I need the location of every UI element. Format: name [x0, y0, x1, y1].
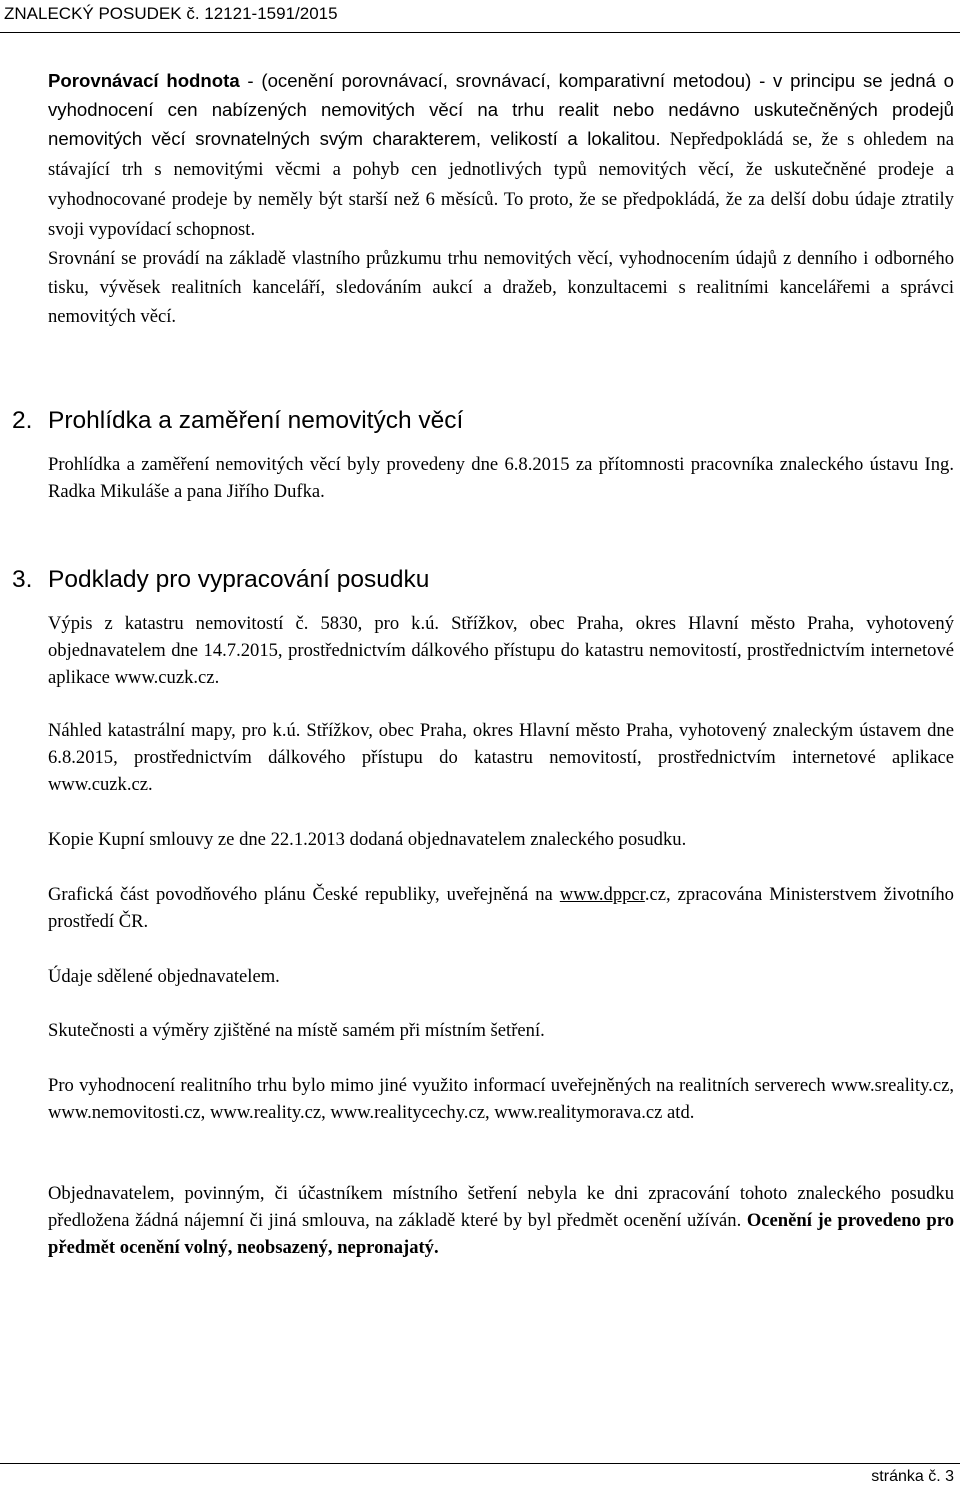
section-2-heading — [12, 406, 463, 436]
intro-p2: Srovnání se provádí na základě vlastního průzkumu trhu nemovitých věcí, vyhodnocením údajů z denního i odborného tisku, vývěsek realitních kanceláří, sledováním aukcí a dražeb, konzultacemi s realitními kancelářemi a správci nemovitých věcí. — [48, 248, 954, 327]
section-3-number: 3. — [12, 566, 33, 593]
source-item-5: Údaje sdělené objednavatelem. — [48, 966, 280, 987]
intro-definition-text: - (ocenění porovnávací, srovnávací, komparativní metodou) - v principu se jedná o vyhodnocení cen nabízených nemovitých věcí na trhu realit nebo nedávno uskutečněných prodejů nemovitých věcí srovnatelných svým charakterem, velikostí a lokalitou. — [48, 70, 954, 149]
page-number: stránka č. 3 — [871, 1468, 954, 1485]
source-item-4 — [48, 881, 954, 935]
section-3-heading — [12, 565, 429, 595]
section-3-title: Podklady pro vypracování posudku — [48, 566, 430, 593]
source-item-8-bold: Ocenění je provedeno pro předmět ocenění volný, neobsazený, nepronajatý. — [48, 1210, 954, 1258]
source-item-8-text: Objednavatelem, povinným, či účastníkem místního šetření nebyla ke dni zpracování tohoto znaleckého posudku předložena žádná nájemní či jiná smlouva, na základě které by byl předmět ocenění užíván. — [48, 1183, 954, 1231]
section-2-title: Prohlídka a zaměření nemovitých věcí — [48, 407, 464, 434]
source-item-6: Skutečnosti a výměry zjištěné na místě samém při místním šetření. — [48, 1020, 545, 1041]
source-item-1: Výpis z katastru nemovitostí č. 5830, pro k.ú. Střížkov, obec Praha, okres Hlavní město Praha, vyhotovený objednavatelem dne 14.7.2015, prostřednictvím dálkového přístupu do katastru nemovitostí, prostřednictvím internetové aplikace www.cuzk.cz. — [48, 613, 954, 688]
source-item-4-rest: .cz, zpracována Ministerstvem životního prostředí ČR. — [48, 884, 954, 932]
source-item-3: Kopie Kupní smlouvy ze dne 22.1.2013 dodaná objednavatelem znaleckého posudku. — [48, 829, 687, 850]
header-rule — [0, 32, 960, 33]
section-2-text: Prohlídka a zaměření nemovitých věcí byly provedeny dne 6.8.2015 za přítomnosti pracovníka znaleckého ústavu Ing. Radka Mikuláše a pana Jiřího Dufka. — [48, 454, 954, 502]
page-header — [0, 0, 960, 36]
source-item-2: Náhled katastrální mapy, pro k.ú. Střížkov, obec Praha, okres Hlavní město Praha, vyhotovený znaleckým ústavem dne 6.8.2015, prostřednictvím dálkového přístupu do katastru nemovitostí, prostřednictvím internetové aplikace www.cuzk.cz. — [48, 720, 954, 795]
page-footer — [0, 1457, 960, 1487]
section-2-number: 2. — [12, 407, 33, 434]
source-item-4-text: Grafická část povodňového plánu České republiky, uveřejněná na — [48, 884, 560, 905]
dppcr-link[interactable]: www.dppcr — [559, 884, 645, 905]
intro-term: Porovnávací hodnota — [48, 70, 240, 91]
source-item-8 — [48, 1180, 954, 1261]
intro-definition — [48, 66, 954, 244]
source-item-7: Pro vyhodnocení realitního trhu bylo mimo jiné využito informací uveřejněných na realitních serverech www.sreality.cz, www.nemovitosti.cz, www.reality.cz, www.realitycechy.cz, www.realitymorava.cz atd. — [48, 1075, 954, 1123]
document-title: ZNALECKÝ POSUDEK č. 12121-1591/2015 — [4, 4, 338, 23]
intro-p1a: Nepředpokládá se, že s ohledem na stávající trh s nemovitými věcmi a pohyb cen jednotlivých typů nemovitých věcí, že uskutečněné prodeje a vyhodnocované prodeje by neměly být starší než 6 měsíců. — [48, 129, 954, 210]
intro-p1b: To proto, že se předpokládá, že za delší dobu údaje ztratily svoji vypovídací schopnost. — [48, 189, 954, 240]
intro-paragraph — [48, 66, 954, 331]
footer-rule — [0, 1463, 960, 1464]
